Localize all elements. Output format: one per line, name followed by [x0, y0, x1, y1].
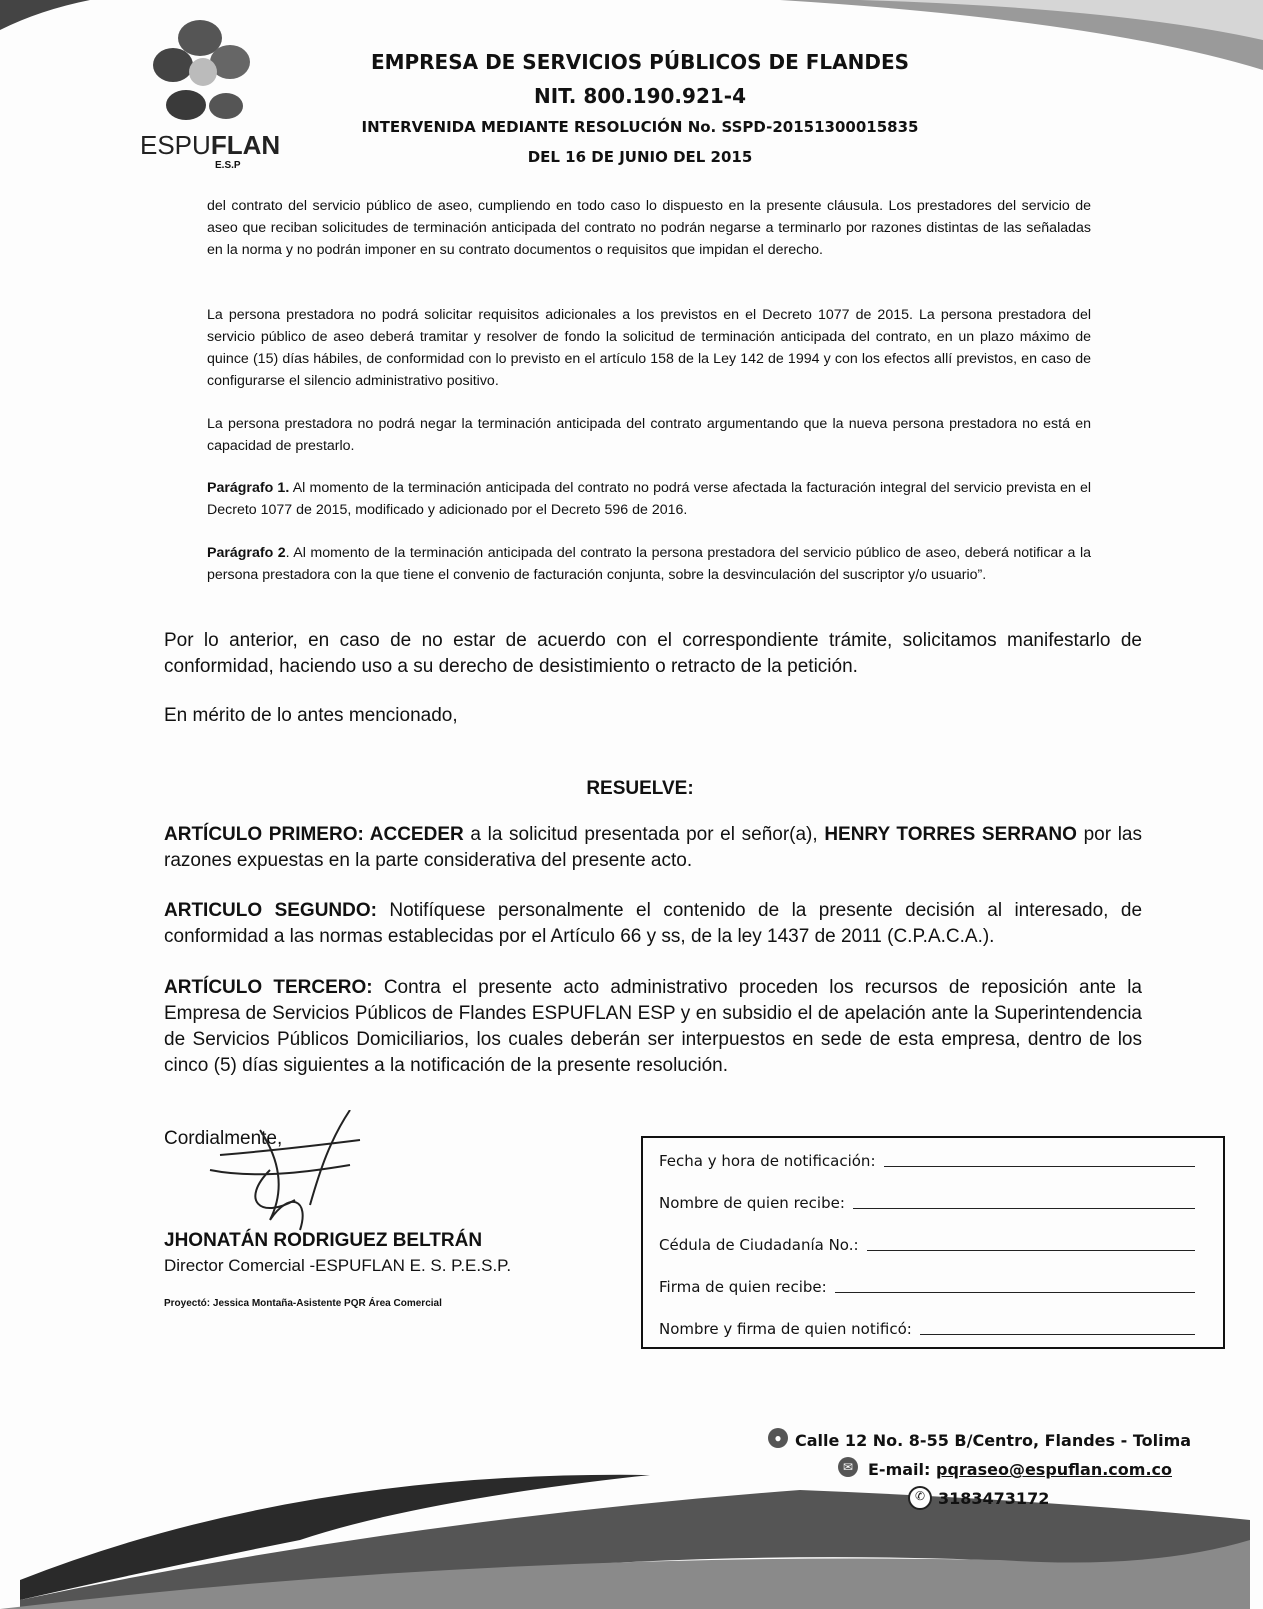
body-paragraph-2: En mérito de lo antes mencionado,	[164, 705, 458, 726]
resuelve-heading: RESUELVE:	[586, 778, 694, 799]
company-name: EMPRESA DE SERVICIOS PÚBLICOS DE FLANDES	[370, 50, 910, 74]
phone-icon: ✆	[908, 1486, 932, 1510]
company-nit: NIT. 800.190.921-4	[533, 84, 746, 108]
projected-by: Proyectó: Jessica Montaña-Asistente PQR Área Comercial	[164, 1298, 442, 1309]
quote-paragraph-4: Parágrafo 1. Al momento de la terminación anticipada del contrato no podrá verse afectada la facturación integral del servicio prevista en el Decreto 1077 de 2015, modificado y adicionado por el Decreto 596 de 2016.	[207, 480, 1092, 518]
quote-paragraph-1: del contrato del servicio público de aseo, cumpliendo en todo caso lo dispuesto en la presente cláusula. Los prestadores del servicio de aseo que reciban solicitudes de terminación anticipada del contrato no podrán negarse a terminarlo por razones distintas de las señaladas en la norma y no podrán imponer en su contrato documentos o requisitos que impidan el derecho.	[207, 198, 1091, 258]
closing-text: Cordialmente,	[164, 1128, 283, 1149]
signer-name: JHONATÁN RODRIGUEZ BELTRÁN	[164, 1230, 483, 1251]
quote-paragraph-3: La persona prestadora no podrá negar la terminación anticipada del contrato argumentando que la nueva persona prestadora no está en capacidad de prestarlo.	[207, 416, 1091, 454]
body-paragraph-1: Por lo anterior, en caso de no estar de acuerdo con el correspondiente trámite, solicitamos manifestarlo de conformidad, haciendo uso a su derecho de desistimiento o retracto de la petición.	[164, 630, 1142, 677]
logo-name: ESPUFLAN	[140, 130, 281, 160]
notification-date-field[interactable]: Fecha y hora de notificación:	[659, 1146, 1195, 1170]
logo-suffix: E.S.P	[215, 160, 241, 171]
footer-email-link[interactable]: pqraseo@espuflan.com.co	[935, 1460, 1172, 1479]
location-pin-icon: ●	[768, 1428, 788, 1448]
footer-swoosh	[0, 1430, 1263, 1609]
notification-notifier-field[interactable]: Nombre y firma de quien notificó:	[659, 1314, 1195, 1338]
notification-receiver-name-field[interactable]: Nombre de quien recibe:	[659, 1188, 1195, 1212]
footer-email: E-mail: pqraseo@espuflan.com.co	[868, 1460, 1172, 1479]
envelope-icon: ✉	[838, 1457, 858, 1477]
espuflan-logo-icon	[138, 10, 268, 135]
article-second: ARTICULO SEGUNDO: Notifíquese personalmente el contenido de la presente decisión al interesado, de conformidad a las normas establecidas por el Artículo 66 y ss, de la ley 1437 de 2011 (C.P.A.C.A.).	[164, 900, 1143, 947]
footer-address: Calle 12 No. 8-55 B/Centro, Flandes - Tolima	[795, 1431, 1192, 1450]
signer-role: Director Comercial -ESPUFLAN E. S. P.E.S.P.	[164, 1256, 512, 1275]
paragraph-1-label: Parágrafo 1.	[207, 480, 290, 496]
paragraph-2-label: Parágrafo 2	[207, 545, 286, 561]
footer-phone: 3183473172	[938, 1489, 1050, 1508]
handwritten-signature-icon	[200, 1110, 370, 1250]
article-first: ARTÍCULO PRIMERO: ACCEDER a la solicitud presentada por el señor(a), HENRY TORRES SERRANO por las razones expuestas en la parte considerativa del presente acto.	[164, 824, 1142, 871]
notification-receiver-signature-field[interactable]: Firma de quien recibe:	[659, 1272, 1195, 1296]
intervention-resolution: INTERVENIDA MEDIANTE RESOLUCIÓN No. SSPD-20151300015835	[361, 118, 919, 136]
notification-box	[641, 1136, 1225, 1349]
intervention-date: DEL 16 DE JUNIO DEL 2015	[527, 148, 753, 166]
quote-paragraph-2: La persona prestadora no podrá solicitar requisitos adicionales a los previstos en el Decreto 1077 de 2015. La persona prestadora del servicio público de aseo deberá tramitar y resolver de fondo la solicitud de terminación anticipada del contrato, en un plazo máximo de quince (15) días hábiles, de conformidad con lo previsto en el artículo 158 de la Ley 142 de 1994 y con los efectos allí previstos, en caso de configurarse el silencio administrativo positivo.	[207, 307, 1091, 389]
quote-paragraph-5: Parágrafo 2. Al momento de la terminación anticipada del contrato la persona prestadora del servicio público de aseo, deberá notificar a la persona prestadora con la que tiene el convenio de facturación conjunta, sobre la desvinculación del suscriptor y/o usuario”.	[207, 545, 1091, 583]
article-third: ARTÍCULO TERCERO: Contra el presente acto administrativo proceden los recursos de reposición ante la Empresa de Servicios Públicos de Flandes ESPUFLAN ESP y en subsidio el de apelación ante la Superintendencia de Servicios Públicos Domiciliarios, los cuales deberán ser interpuestos en sede de esta empresa, dentro de los cinco (5) días siguientes a la notificación de la presente resolución.	[164, 977, 1143, 1076]
notification-id-field[interactable]: Cédula de Ciudadanía No.:	[659, 1230, 1195, 1254]
